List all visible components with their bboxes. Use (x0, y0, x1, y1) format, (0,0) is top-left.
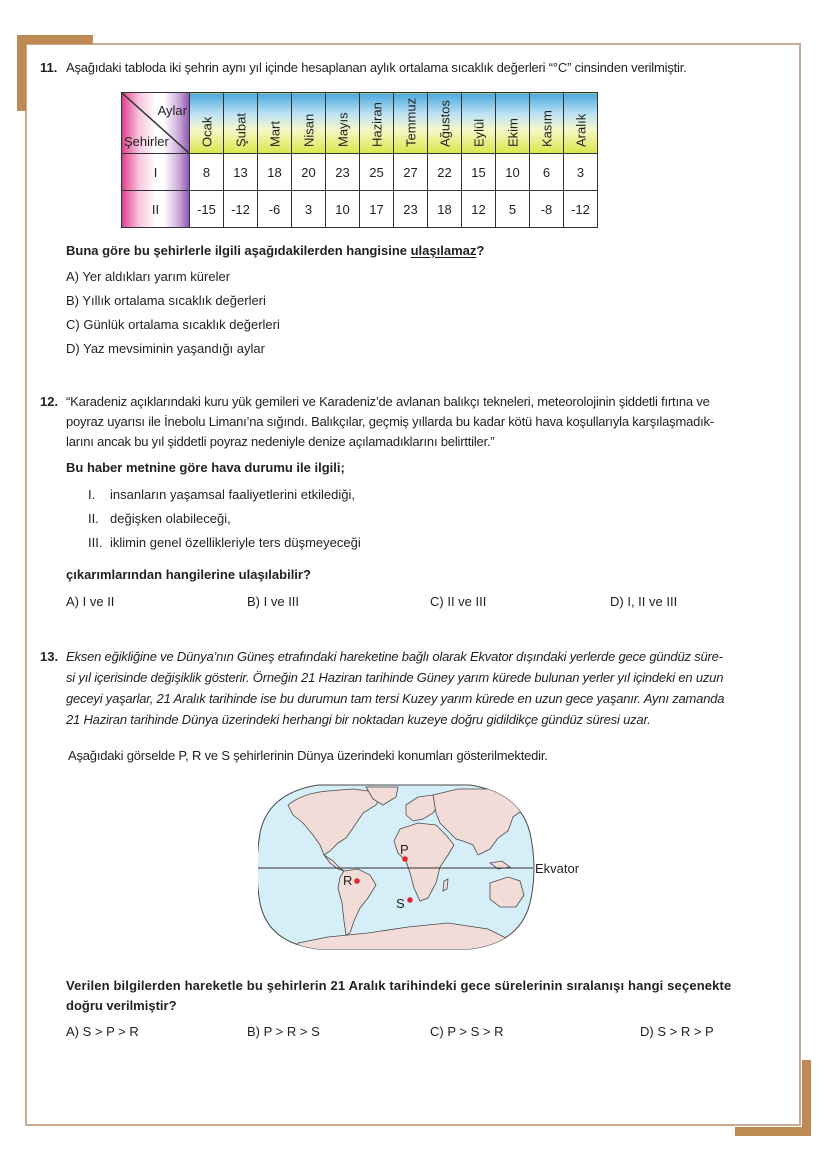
table-cell: -15 (190, 191, 224, 228)
point-s-label: S (396, 896, 405, 911)
frame-corner-accent (17, 35, 26, 111)
table-cell: -8 (530, 191, 564, 228)
question-stem: “Karadeniz açıklarındaki kuru yük gemileri ve Karadeniz’de avlanan balıkçı tekneleri, meteorolojinin şiddetli fırtına ve poyraz uyarısı ile İnebolu Limanı’na sığındı. Balıkçılar, geçmiş yıllarda bu kadar kötü hava koşullarıyla karşılaşmadık- larını ancak bu yıl şiddetli poyraz nedeniyle denize açılamadıklarını belirttiler.” (66, 394, 714, 449)
answer-option-c[interactable]: C) P > S > R (430, 1024, 504, 1039)
table-cell: 17 (360, 191, 394, 228)
table-cell: 18 (258, 154, 292, 191)
answer-option-b[interactable]: B) I ve III (247, 594, 300, 609)
question-prompt: Buna göre bu şehirlerle ilgili aşağıdakilerden hangisine ulaşılamaz? (66, 243, 485, 258)
statement-item: II. değişken olabileceği, (88, 511, 231, 526)
temperature-table (121, 92, 598, 228)
table-cell: 20 (292, 154, 326, 191)
frame-corner-accent (802, 1060, 811, 1136)
month-header: Eylül (462, 93, 496, 154)
month-header: Mayıs (326, 93, 360, 154)
table-cell: 5 (496, 191, 530, 228)
question-lead: Bu haber metnine göre hava durumu ile ilgili; (66, 460, 345, 475)
answer-option-d[interactable]: D) Yaz mevsiminin yaşandığı aylar (66, 341, 265, 356)
table-cell: 3 (292, 191, 326, 228)
point-p-label: P (400, 842, 409, 857)
row-label: I (122, 154, 190, 191)
question-number: 13. (40, 649, 59, 664)
answer-option-c[interactable]: C) II ve III (430, 594, 487, 609)
month-header: Temmuz (394, 93, 428, 154)
table-cell: 18 (428, 191, 462, 228)
answer-option-d[interactable]: D) I, II ve III (610, 594, 678, 609)
month-header: Mart (258, 93, 292, 154)
row-label: II (122, 191, 190, 228)
point-p (402, 856, 408, 862)
table-cell: 22 (428, 154, 462, 191)
month-header: Nisan (292, 93, 326, 154)
month-header: Ocak (190, 93, 224, 154)
table-cell: 10 (496, 154, 530, 191)
answer-option-a[interactable]: A) I ve II (66, 594, 115, 609)
table-cell: -12 (224, 191, 258, 228)
table-cell: 25 (360, 154, 394, 191)
point-r (354, 878, 360, 884)
table-corner-cell (122, 93, 190, 154)
answer-option-a[interactable]: A) Yer aldıkları yarım küreler (66, 269, 231, 284)
answer-option-d[interactable]: D) S > R > P (640, 1024, 714, 1039)
australia (490, 877, 524, 907)
month-header: Şubat (224, 93, 258, 154)
answer-option-b[interactable]: B) P > R > S (247, 1024, 320, 1039)
statement-item: I. insanların yaşamsal faaliyetlerini etkilediği, (88, 487, 355, 502)
frame-corner-accent (735, 1127, 811, 1136)
table-row (122, 191, 598, 228)
table-cell: 8 (190, 154, 224, 191)
point-s (407, 897, 413, 903)
table-cell: -6 (258, 191, 292, 228)
table-cell: 10 (326, 191, 360, 228)
equator-label: Ekvator (535, 861, 580, 876)
question-prompt: Verilen bilgilerden hareketle bu şehirlerin 21 Aralık tarihindeki gece sürelerinin sıralanışı hangi seçenekte doğru verilmiştir? (66, 978, 732, 1013)
month-header: Ağustos (428, 93, 462, 154)
map-intro: Aşağıdaki görselde P, R ve S şehirlerinin Dünya üzerindeki konumları gösterilmektedir. (68, 748, 548, 763)
table-cell: 3 (564, 154, 598, 191)
statement-item: III. iklimin genel özellikleriyle ters düşmeyeceği (88, 535, 361, 550)
answer-option-b[interactable]: B) Yıllık ortalama sıcaklık değerleri (66, 293, 266, 308)
month-header: Aralık (564, 93, 598, 154)
table-cell: 27 (394, 154, 428, 191)
month-header: Ekim (496, 93, 530, 154)
month-header: Haziran (360, 93, 394, 154)
table-row (122, 154, 598, 191)
table-cell: 13 (224, 154, 258, 191)
question-stem: Eksen eğikliğine ve Dünya’nın Güneş etrafındaki hareketine bağlı olarak Ekvator dışındaki yerlerde gece gündüz süre- si yıl içerisinde değişiklik gösterir. Örneğin 21 Haziran tarihinde Güney yarım kürede bulunan yerler yıl içindeki en uzun geceyi yaşarlar, 21 Aralık tarihinde ise bu durumun tam tersi Kuzey yarım kürede en uzun gece yaşanır. Aynı zamanda 21 Haziran tarihinde Dünya üzerindeki herhangi bir noktadan kuzeye doğru gidildikçe gündüz süresi uzar. (66, 649, 725, 727)
table-cell: 12 (462, 191, 496, 228)
column-axis-label: Aylar (157, 103, 187, 118)
table-cell: 23 (326, 154, 360, 191)
answer-option-a[interactable]: A) S > P > R (66, 1024, 139, 1039)
answer-option-c[interactable]: C) Günlük ortalama sıcaklık değerleri (66, 317, 280, 332)
question-number: 12. (40, 394, 59, 409)
question-prompt: çıkarımlarından hangilerine ulaşılabilir? (66, 567, 311, 582)
table-cell: 15 (462, 154, 496, 191)
table-cell: 23 (394, 191, 428, 228)
table-cell: -12 (564, 191, 598, 228)
question-stem: Aşağıdaki tabloda iki şehrin aynı yıl içinde hesaplanan aylık ortalama sıcaklık değerleri “°C” cinsinden verilmiştir. (66, 60, 687, 75)
frame-corner-accent (17, 35, 93, 44)
point-r-label: R (343, 873, 353, 888)
question-number: 11. (40, 60, 58, 75)
table-cell: 6 (530, 154, 564, 191)
row-axis-label: Şehirler (124, 134, 169, 149)
month-header: Kasım (530, 93, 564, 154)
